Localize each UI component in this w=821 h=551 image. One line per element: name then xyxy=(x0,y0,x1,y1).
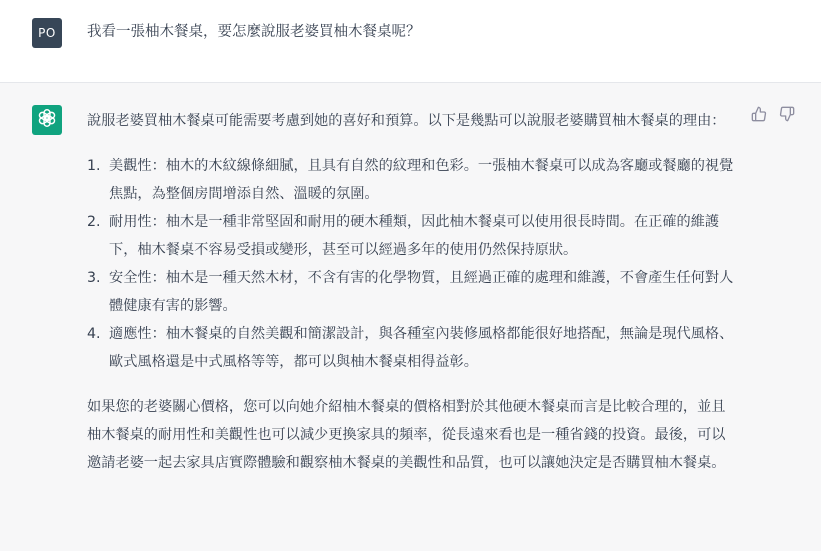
thumbs-up-icon xyxy=(751,106,767,126)
list-item-number: 1. xyxy=(87,158,101,174)
user-message-row xyxy=(0,0,821,83)
list-item xyxy=(87,320,737,376)
user-avatar: PO xyxy=(32,18,62,48)
assistant-intro: 說服老婆買柚木餐桌可能需要考慮到她的喜好和預算。以下是幾點可以說服老婆購買柚木餐桌的理由： xyxy=(87,113,726,129)
list-item-text: 安全性：柚木是一種天然木材，不含有害的化學物質，且經過正確的處理和維護，不會產生任何對人體健康有害的影響。 xyxy=(109,270,734,314)
assistant-conclusion: 如果您的老婆關心價格，您可以向她介紹柚木餐桌的價格相對於其他硬木餐桌而言是比較合理的，並且柚木餐桌的耐用性和美觀性也可以減少更換家具的頻率，從長遠來看也是一種省錢的投資。最後，可以邀請老婆一起去家具店實際體驗和觀察柚木餐桌的美觀性和品質，也可以讓她決定是否購買柚木餐桌。 xyxy=(87,399,726,471)
list-item xyxy=(87,264,737,320)
list-item-number: 2. xyxy=(87,214,101,230)
list-item xyxy=(87,208,737,264)
assistant-message-row xyxy=(0,83,821,551)
list-item-number: 3. xyxy=(87,270,101,286)
assistant-message-content xyxy=(87,107,737,477)
thumbs-down-icon xyxy=(779,106,795,126)
thumbs-down-button[interactable] xyxy=(778,107,796,125)
list-item xyxy=(87,152,737,208)
reasons-list xyxy=(87,152,737,376)
list-item-text: 美觀性：柚木的木紋線條細膩，且具有自然的紋理和色彩。一張柚木餐桌可以成為客廳或餐廳的視覺焦點，為整個房間增添自然、溫暖的氛圍。 xyxy=(109,158,734,202)
assistant-avatar xyxy=(32,105,62,135)
thumbs-up-button[interactable] xyxy=(750,107,768,125)
user-message-text: 我看一張柚木餐桌，要怎麼說服老婆買柚木餐桌呢？ xyxy=(87,24,421,40)
list-item-text: 耐用性：柚木是一種非常堅固和耐用的硬木種類，因此柚木餐桌可以使用很長時間。在正確的維護下，柚木餐桌不容易受損或變形，甚至可以經過多年的使用仍然保持原狀。 xyxy=(109,214,720,258)
list-item-number: 4. xyxy=(87,326,101,342)
list-item-text: 適應性：柚木餐桌的自然美觀和簡潔設計，與各種室內裝修風格都能很好地搭配，無論是現代風格、歐式風格還是中式風格等等，都可以與柚木餐桌相得益彰。 xyxy=(109,326,734,370)
openai-logo-icon xyxy=(36,107,58,133)
